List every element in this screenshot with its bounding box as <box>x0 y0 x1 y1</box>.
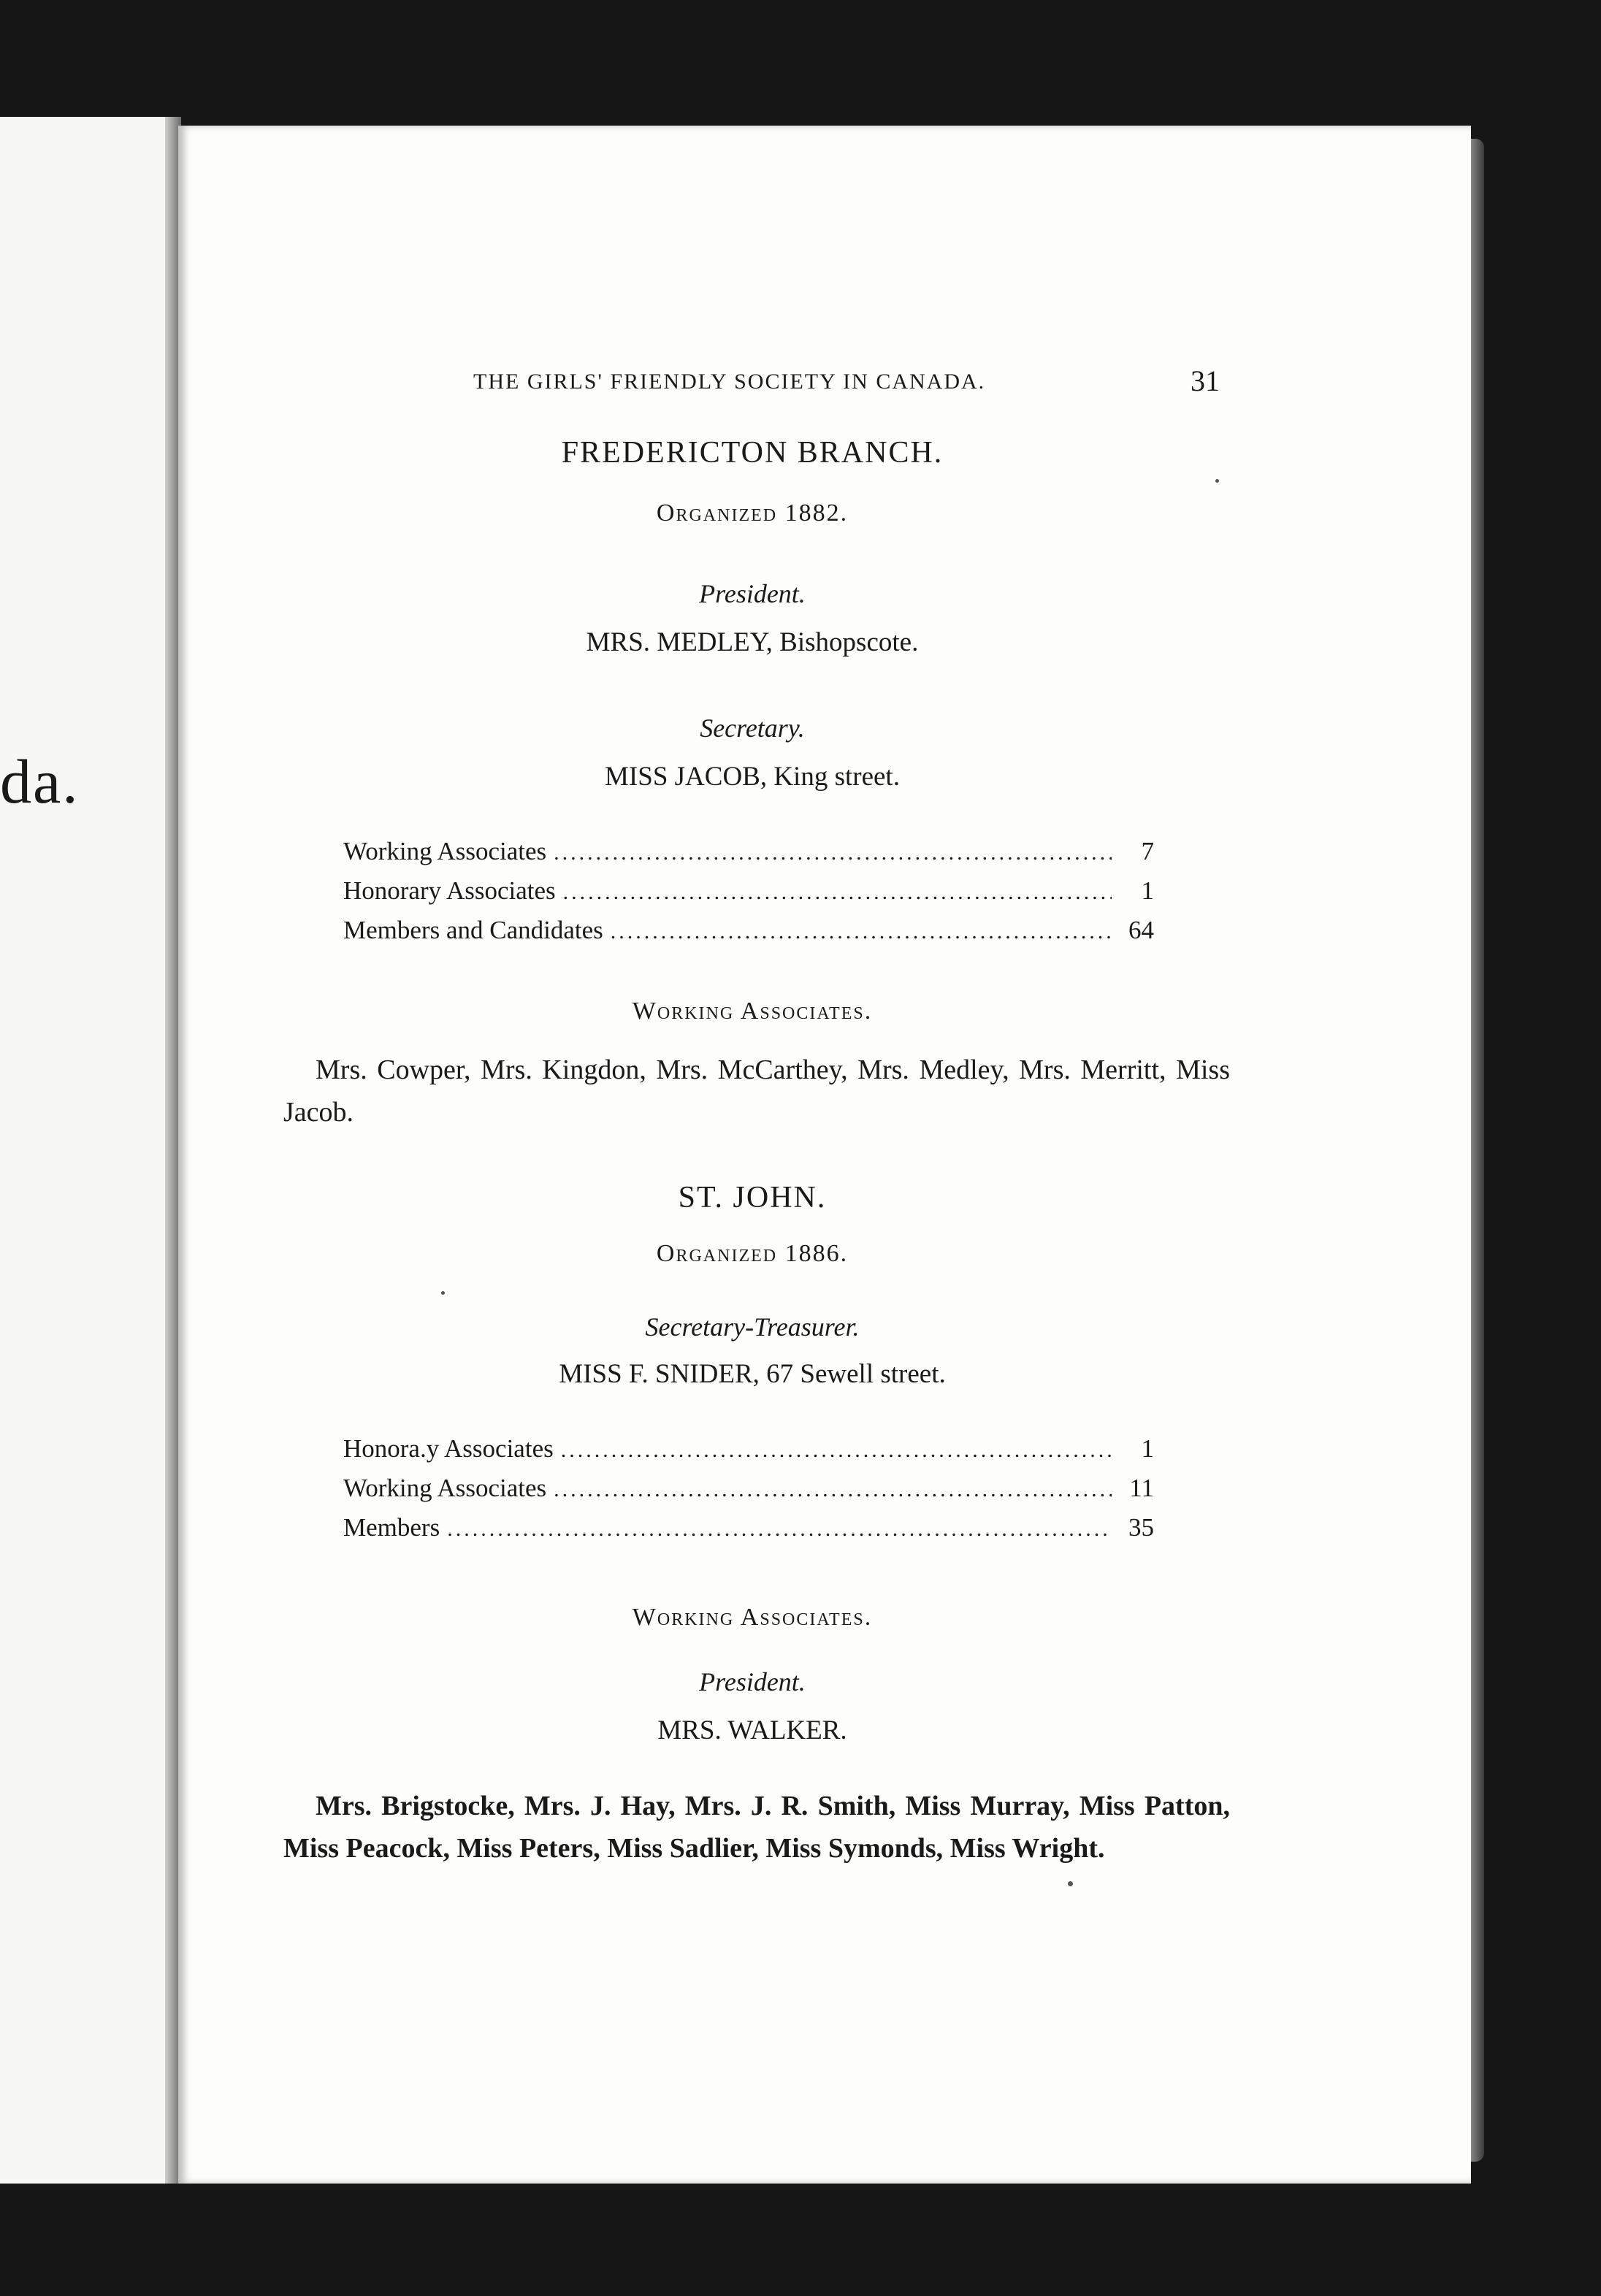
st-john-title: ST. JOHN. <box>678 1181 827 1214</box>
fredericton-secretary: MISS JACOB, King street. <box>605 762 900 792</box>
st-john-sec-treas-role: Secretary-Treasurer. <box>645 1312 860 1342</box>
dot-leader <box>563 880 1112 905</box>
dot-leader <box>554 841 1112 865</box>
fredericton-stat-row <box>343 837 1154 870</box>
stat-label: Working Associates <box>343 837 547 865</box>
left-facing-page <box>0 117 175 2184</box>
dot-leader <box>554 1477 1112 1502</box>
st-john-stat-row <box>343 1513 1154 1547</box>
stat-label: Working Associates <box>343 1474 547 1502</box>
dot-leader <box>611 919 1112 944</box>
dot-leader <box>447 1517 1112 1542</box>
st-john-sec-treas: MISS F. SNIDER, 67 Sewell street. <box>559 1359 946 1389</box>
stat-value: 1 <box>1141 1434 1154 1463</box>
fredericton-wa-list: Mrs. Cowper, Mrs. Kingdon, Mrs. McCarthey, Mrs. Medley, Mrs. Merritt, Miss Jacob. <box>283 1055 1230 1128</box>
page-number: 31 <box>1191 364 1220 397</box>
st-john-stat-row <box>343 1474 1154 1507</box>
st-john-wa-list: Mrs. Brigstocke, Mrs. J. Hay, Mrs. J. R. Smith, Miss Murray, Miss Patton, Miss Peacock, Miss Peters, Miss Sadlier, Miss Symonds, Miss Wright. <box>283 1791 1230 1864</box>
fredericton-stat-row <box>343 876 1154 910</box>
stat-label: Members <box>343 1513 440 1542</box>
fredericton-secretary-role: Secretary. <box>700 713 805 743</box>
fredericton-title: FREDERICTON BRANCH. <box>561 436 944 470</box>
scan-speck <box>1215 479 1219 483</box>
st-john-organized: Organized 1886. <box>656 1240 849 1267</box>
running-title: THE GIRLS' FRIENDLY SOCIETY IN CANADA. <box>473 370 986 394</box>
st-john-president: MRS. WALKER. <box>657 1715 847 1745</box>
stat-label: Members and Candidates <box>343 916 603 944</box>
stat-value: 11 <box>1129 1474 1154 1502</box>
scan-speck <box>441 1291 445 1295</box>
stat-value: 64 <box>1128 916 1154 944</box>
scan-speck <box>1068 1881 1073 1886</box>
dot-leader <box>561 1438 1112 1463</box>
stat-label: Honorary Associates <box>343 876 556 905</box>
fredericton-wa-heading: Working Associates. <box>632 998 873 1025</box>
stat-value: 7 <box>1141 837 1154 865</box>
book-page <box>178 126 1471 2184</box>
st-john-president-role: President. <box>699 1667 806 1696</box>
fredericton-president-role: President. <box>699 579 806 608</box>
st-john-stat-row <box>343 1434 1154 1468</box>
st-john-wa-heading: Working Associates. <box>632 1604 873 1631</box>
left-page-text-fragment: da. <box>0 746 80 816</box>
stat-value: 1 <box>1141 876 1154 905</box>
fredericton-president: MRS. MEDLEY, Bishopscote. <box>586 627 919 657</box>
fredericton-organized: Organized 1882. <box>656 500 849 527</box>
stat-label: Honora.y Associates <box>343 1434 554 1463</box>
fredericton-stat-row <box>343 916 1154 949</box>
stat-value: 35 <box>1128 1513 1154 1542</box>
